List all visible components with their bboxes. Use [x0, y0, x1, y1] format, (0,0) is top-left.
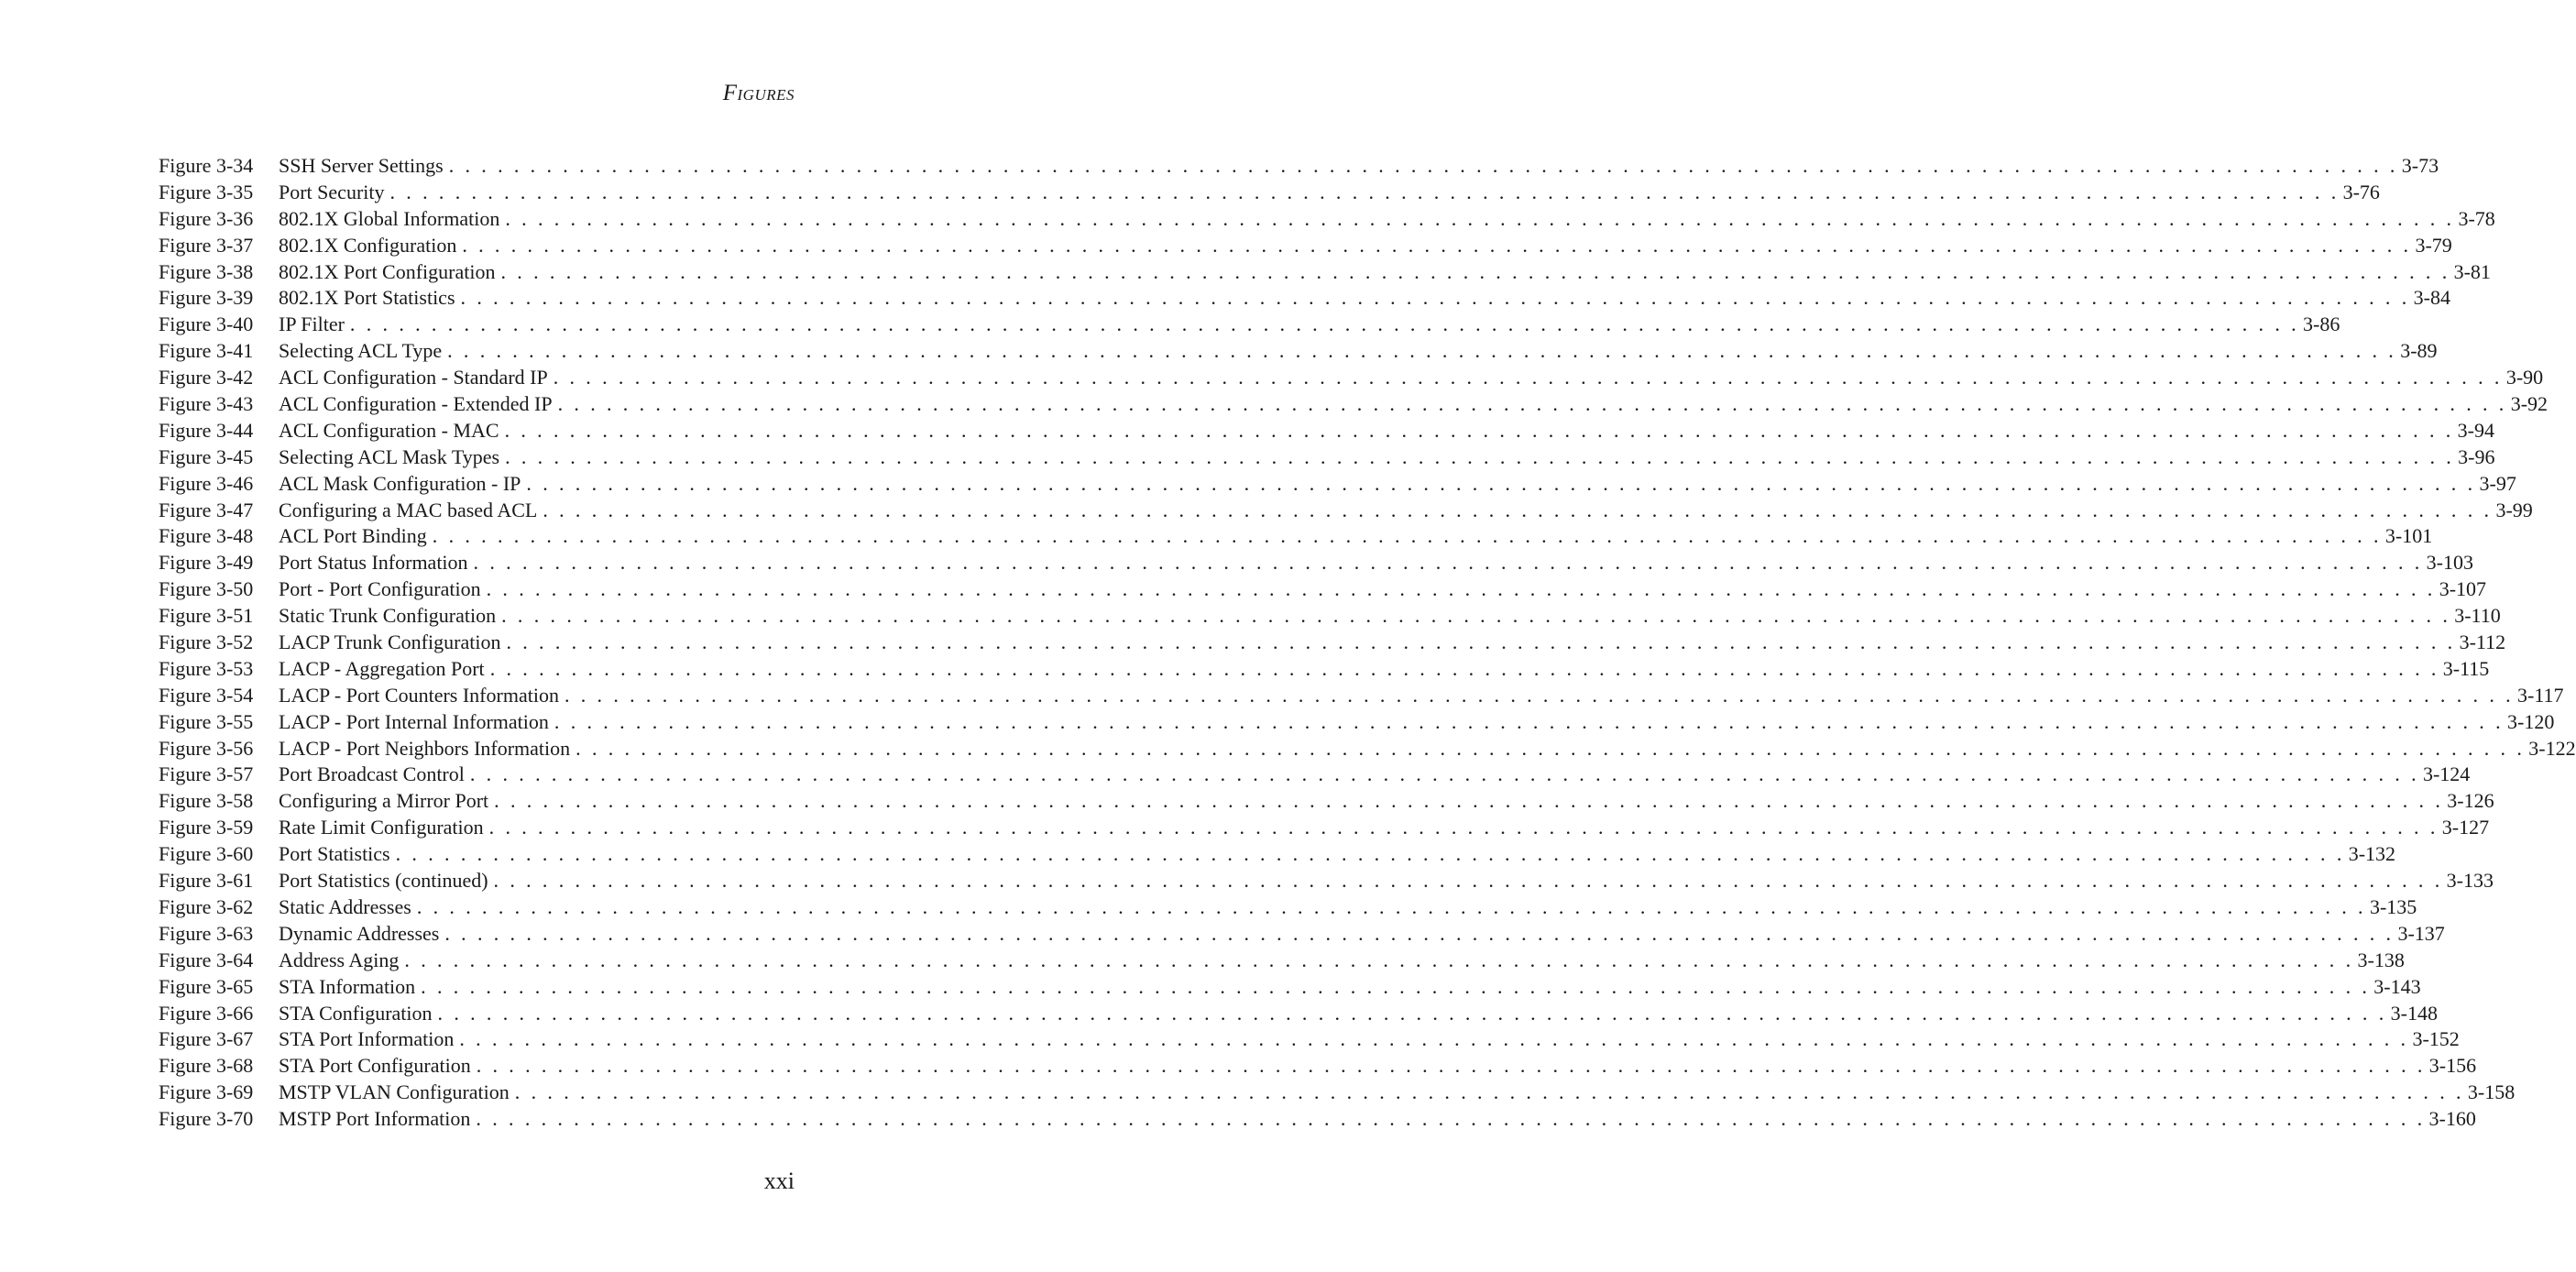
page-number: xxi [763, 1168, 795, 1194]
list-item [159, 894, 2417, 921]
list-item [159, 948, 2405, 974]
figure-page-reference: 3-90 [2505, 366, 2544, 389]
figure-title: ACL Configuration - Extended IP [279, 392, 553, 416]
figure-title: Static Addresses [279, 894, 411, 918]
list-item [159, 1080, 2516, 1106]
figure-page-reference: 3-103 [2426, 551, 2473, 575]
figure-number: Figure 3-43 [159, 392, 254, 416]
figure-page-reference: 3-92 [2510, 392, 2549, 416]
list-item [159, 1053, 2477, 1080]
list-item [159, 233, 2452, 259]
dot-leader: . . . . . . . . . . . . . . . . . . . . . . . . . . . . . . . . . . . . . . . . . . . . . . . . . . . . . . . . . . . . . . . . . . . . . . . . . . . . . . . . . . . . . . . . . . . . . . . . . . . . . . . . . . . . . . . . . . . . . . . . [404, 948, 2354, 971]
dot-leader: . . . . . . . . . . . . . . . . . . . . . . . . . . . . . . . . . . . . . . . . . . . . . . . . . . . . . . . . . . . . . . . . . . . . . . . . . . . . . . . . . . . . . . . . . . . . . . . . . . . . . . . . . . . . . . . . . . . . . . . . [553, 366, 2503, 389]
dot-leader: . . . . . . . . . . . . . . . . . . . . . . . . . . . . . . . . . . . . . . . . . . . . . . . . . . . . . . . . . . . . . . . . . . . . . . . . . . . . . . . . . . . . . . . . . . . . . . . . . . . . . . . . . . . . . . . . . . . . . . . . [505, 206, 2455, 230]
figure-number: Figure 3-69 [159, 1080, 254, 1104]
list-item [159, 312, 2340, 338]
dot-leader: . . . . . . . . . . . . . . . . . . . . . . . . . . . . . . . . . . . . . . . . . . . . . . . . . . . . . . . . . . . . . . . . . . . . . . . . . . . . . . . . . . . . . . . . . . . . . . . . . . . . . . . . . . . . . . . . . . . . . . . . [444, 921, 2395, 945]
figure-page-reference: 3-122 [2528, 736, 2576, 760]
figure-number: Figure 3-70 [159, 1107, 254, 1131]
figure-page-reference: 3-112 [2459, 631, 2506, 654]
running-header-rest: IGURES [737, 86, 795, 104]
figure-page-reference: 3-101 [2384, 524, 2433, 548]
list-item [159, 391, 2549, 418]
figure-title: ACL Port Binding [279, 524, 427, 548]
list-item [159, 841, 2396, 868]
dot-leader: . . . . . . . . . . . . . . . . . . . . . . . . . . . . . . . . . . . . . . . . . . . . . . . . . . . . . . . . . . . . . . . . . . . . . . . . . . . . . . . . . . . . . . . . . . . . . . . . . . . . . . . . . . . . . . . . . . . . . . . . [564, 683, 2515, 707]
figure-title: 802.1X Global Information [279, 206, 500, 230]
dot-leader: . . . . . . . . . . . . . . . . . . . . . . . . . . . . . . . . . . . . . . . . . . . . . . . . . . . . . . . . . . . . . . . . . . . . . . . . . . . . . . . . . . . . . . . . . . . . . . . . . . . . . . . . . . . . . . . . . . . . . . . . [526, 471, 2476, 495]
list-item [159, 1026, 2460, 1053]
list-item [159, 788, 2494, 815]
figure-number: Figure 3-34 [159, 154, 254, 177]
figure-page-reference: 3-81 [2453, 259, 2491, 283]
figure-page-reference: 3-110 [2454, 604, 2501, 628]
figure-title: Selecting ACL Type [279, 339, 443, 363]
list-item [159, 921, 2445, 948]
figure-page-reference: 3-115 [2442, 656, 2490, 680]
figure-number: Figure 3-44 [159, 418, 254, 442]
figure-title: 802.1X Port Statistics [279, 286, 455, 310]
figure-number: Figure 3-52 [159, 631, 254, 654]
dot-leader: . . . . . . . . . . . . . . . . . . . . . . . . . . . . . . . . . . . . . . . . . . . . . . . . . . . . . . . . . . . . . . . . . . . . . . . . . . . . . . . . . . . . . . . . . . . . . . . . . . . . . . . . . . . . . . . . . . . . . . . . [476, 1054, 2426, 1078]
figure-page-reference: 3-117 [2517, 683, 2564, 707]
figure-page-reference: 3-107 [2439, 577, 2487, 601]
running-header [723, 81, 795, 106]
dot-leader: . . . . . . . . . . . . . . . . . . . . . . . . . . . . . . . . . . . . . . . . . . . . . . . . . . . . . . . . . . . . . . . . . . . . . . . . . . . . . . . . . . . . . . . . . . . . . . . . . . . . . . . . . . . . . . . . . . . . . . . . [421, 974, 2371, 998]
list-of-figures [159, 153, 2576, 1133]
figure-page-reference: 3-133 [2446, 869, 2494, 893]
figure-title: Dynamic Addresses [279, 921, 440, 945]
dot-leader: . . . . . . . . . . . . . . . . . . . . . . . . . . . . . . . . . . . . . . . . . . . . . . . . . . . . . . . . . . . . . . . . . . . . . . . . . . . . . . . . . . . . . . . . . . . . . . . . . . . . . . . . . . . . . . . . . . . . . . . . [432, 524, 2382, 548]
figure-page-reference: 3-73 [2401, 154, 2439, 177]
figure-page-reference: 3-132 [2348, 842, 2396, 866]
figure-number: Figure 3-39 [159, 286, 254, 310]
list-item [159, 815, 2490, 841]
figure-number: Figure 3-63 [159, 921, 254, 945]
dot-leader: . . . . . . . . . . . . . . . . . . . . . . . . . . . . . . . . . . . . . . . . . . . . . . . . . . . . . . . . . . . . . . . . . . . . . . . . . . . . . . . . . . . . . . . . . . . . . . . . . . . . . . . . . . . . . . . . . . . . . . . . [557, 392, 2507, 416]
figure-page-reference: 3-86 [2303, 313, 2340, 336]
figure-title: STA Configuration [279, 1001, 433, 1025]
figure-title: MSTP Port Information [279, 1107, 471, 1131]
dot-leader: . . . . . . . . . . . . . . . . . . . . . . . . . . . . . . . . . . . . . . . . . . . . . . . . . . . . . . . . . . . . . . . . . . . . . . . . . . . . . . . . . . . . . . . . . . . . . . . . . . . . . . . . . . . . . . . . . . . . . . . . [500, 259, 2450, 283]
list-item [159, 1001, 2438, 1027]
list-item [159, 656, 2490, 683]
figure-title: SSH Server Settings [279, 154, 444, 177]
figure-page-reference: 3-124 [2422, 762, 2471, 786]
figure-title: LACP - Port Neighbors Information [279, 736, 571, 760]
dot-leader: . . . . . . . . . . . . . . . . . . . . . . . . . . . . . . . . . . . . . . . . . . . . . . . . . . . . . . . . . . . . . . . . . . . . . . . . . . . . . . . . . . . . . . . . . . . . . . . . . . . . . . . . . . . . . . . . . . . . . . . . [437, 1001, 2387, 1025]
figure-number: Figure 3-35 [159, 180, 254, 203]
figure-number: Figure 3-56 [159, 736, 254, 760]
figure-number: Figure 3-61 [159, 869, 254, 893]
figure-number: Figure 3-57 [159, 762, 254, 786]
list-item [159, 550, 2473, 576]
figure-title: LACP - Aggregation Port [279, 656, 485, 680]
figure-page-reference: 3-152 [2412, 1027, 2460, 1051]
dot-leader: . . . . . . . . . . . . . . . . . . . . . . . . . . . . . . . . . . . . . . . . . . . . . . . . . . . . . . . . . . . . . . . . . . . . . . . . . . . . . . . . . . . . . . . . . . . . . . . . . . . . . . . . . . . . . . . . . . . . . . . . [460, 286, 2410, 310]
dot-leader: . . . . . . . . . . . . . . . . . . . . . . . . . . . . . . . . . . . . . . . . . . . . . . . . . . . . . . . . . . . . . . . . . . . . . . . . . . . . . . . . . . . . . . . . . . . . . . . . . . . . . . . . . . . . . . . . . . . . . . . . [505, 444, 2455, 468]
figure-title: STA Information [279, 974, 416, 998]
figure-title: Rate Limit Configuration [279, 816, 484, 839]
dot-leader: . . . . . . . . . . . . . . . . . . . . . . . . . . . . . . . . . . . . . . . . . . . . . . . . . . . . . . . . . . . . . . . . . . . . . . . . . . . . . . . . . . . . . . . . . . . . . . . . . . . . . . . . . . . . . . . . . . . . . . . . [473, 551, 2423, 575]
dot-leader: . . . . . . . . . . . . . . . . . . . . . . . . . . . . . . . . . . . . . . . . . . . . . . . . . . . . . . . . . . . . . . . . . . . . . . . . . . . . . . . . . . . . . . . . . . . . . . . . . . . . . . . . . . . . . . . . . . . . . . . . [504, 418, 2454, 442]
list-item [159, 206, 2495, 233]
dot-leader: . . . . . . . . . . . . . . . . . . . . . . . . . . . . . . . . . . . . . . . . . . . . . . . . . . . . . . . . . . . . . . . . . . . . . . . . . . . . . . . . . . . . . . . . . . . . . . . . . . . . . . . . . . . . . . . . . . . . . . . . [488, 816, 2439, 839]
figure-number: Figure 3-48 [159, 524, 254, 548]
figure-title: LACP Trunk Configuration [279, 631, 501, 654]
dot-leader: . . . . . . . . . . . . . . . . . . . . . . . . . . . . . . . . . . . . . . . . . . . . . . . . . . . . . . . . . . . . . . . . . . . . . . . . . . . . . . . . . . . . . . . . . . . . . . . . . . . . . . . . . . . . . . . . . . . . . . . . [469, 762, 2419, 786]
figure-title: Port Statistics (continued) [279, 869, 488, 893]
figure-number: Figure 3-65 [159, 974, 254, 998]
figure-number: Figure 3-55 [159, 709, 254, 733]
figure-number: Figure 3-51 [159, 604, 254, 628]
list-item [159, 471, 2516, 498]
list-item [159, 736, 2576, 762]
dot-leader: . . . . . . . . . . . . . . . . . . . . . . . . . . . . . . . . . . . . . . . . . . . . . . . . . . . . . . . . . . . . . . . . . . . . . . . . . . . . . . . . . . . . . . . . . . . . . . . . . . . . . . . . . . . . . . . . . . . . . . . . [506, 631, 2456, 654]
list-item [159, 709, 2555, 736]
figure-title: ACL Mask Configuration - IP [279, 471, 521, 495]
list-item [159, 762, 2471, 788]
figure-title: ACL Configuration - MAC [279, 418, 499, 442]
figure-number: Figure 3-53 [159, 656, 254, 680]
figure-number: Figure 3-59 [159, 816, 254, 839]
dot-leader: . . . . . . . . . . . . . . . . . . . . . . . . . . . . . . . . . . . . . . . . . . . . . . . . . . . . . . . . . . . . . . . . . . . . . . . . . . . . . . . . . . . . . . . . . . . . . . . . . . . . . . . . . . . . . . . . . . . . . . . . [489, 656, 2439, 680]
figure-title: Selecting ACL Mask Types [279, 444, 500, 468]
list-item [159, 603, 2501, 630]
list-item [159, 418, 2494, 444]
figure-page-reference: 3-126 [2447, 789, 2494, 813]
figure-number: Figure 3-38 [159, 259, 254, 283]
dot-leader: . . . . . . . . . . . . . . . . . . . . . . . . . . . . . . . . . . . . . . . . . . . . . . . . . . . . . . . . . . . . . . . . . . . . . . . . . . . . . . . . . . . . . . . . . . . . . . . . . . . . . . . . . . . . . . . . . . . . . . . . [494, 789, 2444, 813]
figure-page-reference: 3-76 [2342, 180, 2380, 203]
dot-leader: . . . . . . . . . . . . . . . . . . . . . . . . . . . . . . . . . . . . . . . . . . . . . . . . . . . . . . . . . . . . . . . . . . . . . . . . . . . . . . . . . . . . . . . . . . . . . . . . . . . . . . . . . . . . . . . . . . . . . . . . [448, 154, 2398, 177]
list-item [159, 974, 2421, 1001]
figure-number: Figure 3-66 [159, 1001, 254, 1025]
figure-title: STA Port Information [279, 1027, 455, 1051]
list-item [159, 868, 2494, 894]
dot-leader: . . . . . . . . . . . . . . . . . . . . . . . . . . . . . . . . . . . . . . . . . . . . . . . . . . . . . . . . . . . . . . . . . . . . . . . . . . . . . . . . . . . . . . . . . . . . . . . . . . . . . . . . . . . . . . . . . . . . . . . . [476, 1107, 2426, 1131]
dot-leader: . . . . . . . . . . . . . . . . . . . . . . . . . . . . . . . . . . . . . . . . . . . . . . . . . . . . . . . . . . . . . . . . . . . . . . . . . . . . . . . . . . . . . . . . . . . . . . . . . . . . . . . . . . . . . . . . . . . . . . . . [514, 1080, 2464, 1104]
dot-leader: . . . . . . . . . . . . . . . . . . . . . . . . . . . . . . . . . . . . . . . . . . . . . . . . . . . . . . . . . . . . . . . . . . . . . . . . . . . . . . . . . . . . . . . . . . . . . . . . . . . . . . . . . . . . . . . . . . . . . . . . [395, 842, 2345, 866]
figure-page-reference: 3-160 [2428, 1107, 2476, 1131]
figure-title: LACP - Port Internal Information [279, 709, 549, 733]
figure-page-reference: 3-96 [2458, 444, 2495, 468]
list-item [159, 498, 2533, 524]
list-item [159, 285, 2450, 312]
figure-page-reference: 3-94 [2457, 418, 2494, 442]
list-item [159, 576, 2487, 603]
figure-page-reference: 3-78 [2458, 206, 2495, 230]
running-header-initial: F [722, 81, 738, 105]
dot-leader: . . . . . . . . . . . . . . . . . . . . . . . . . . . . . . . . . . . . . . . . . . . . . . . . . . . . . . . . . . . . . . . . . . . . . . . . . . . . . . . . . . . . . . . . . . . . . . . . . . . . . . . . . . . . . . . . . . . . . . . . [493, 869, 2443, 893]
figure-page-reference: 3-156 [2428, 1054, 2477, 1078]
list-item [159, 444, 2495, 471]
list-item [159, 180, 2380, 206]
dot-leader: . . . . . . . . . . . . . . . . . . . . . . . . . . . . . . . . . . . . . . . . . . . . . . . . . . . . . . . . . . . . . . . . . . . . . . . . . . . . . . . . . . . . . . . . . . . . . . . . . . . . . . . . . . . . . . . . . . . . . . . . [543, 498, 2493, 521]
figure-page-reference: 3-148 [2390, 1001, 2438, 1025]
figure-title: 802.1X Configuration [279, 233, 457, 257]
figure-title: Port Security [279, 180, 385, 203]
figure-title: Address Aging [279, 948, 400, 971]
figure-title: Port Status Information [279, 551, 468, 575]
figure-page-reference: 3-120 [2507, 709, 2555, 733]
figure-number: Figure 3-37 [159, 233, 254, 257]
figure-title: Port Statistics [279, 842, 390, 866]
dot-leader: . . . . . . . . . . . . . . . . . . . . . . . . . . . . . . . . . . . . . . . . . . . . . . . . . . . . . . . . . . . . . . . . . . . . . . . . . . . . . . . . . . . . . . . . . . . . . . . . . . . . . . . . . . . . . . . . . . . . . . . . [575, 736, 2526, 760]
figure-number: Figure 3-40 [159, 313, 254, 336]
figure-page-reference: 3-97 [2479, 471, 2516, 495]
list-item [159, 365, 2544, 391]
dot-leader: . . . . . . . . . . . . . . . . . . . . . . . . . . . . . . . . . . . . . . . . . . . . . . . . . . . . . . . . . . . . . . . . . . . . . . . . . . . . . . . . . . . . . . . . . . . . . . . . . . . . . . . . . . . . . . . . . . . . . . . . [462, 233, 2412, 257]
figure-title: MSTP VLAN Configuration [279, 1080, 510, 1104]
figure-title: Port Broadcast Control [279, 762, 465, 786]
figure-number: Figure 3-54 [159, 683, 254, 707]
dot-leader: . . . . . . . . . . . . . . . . . . . . . . . . . . . . . . . . . . . . . . . . . . . . . . . . . . . . . . . . . . . . . . . . . . . . . . . . . . . . . . . . . . . . . . . . . . . . . . . . . . . . . . . . . . . . . . . . . . . . . . . . [459, 1027, 2409, 1051]
figure-title: LACP - Port Counters Information [279, 683, 559, 707]
figure-number: Figure 3-47 [159, 498, 254, 521]
figure-number: Figure 3-62 [159, 894, 254, 918]
list-item [159, 523, 2433, 550]
figure-title: Configuring a MAC based ACL [279, 498, 538, 521]
figure-title: IP Filter [279, 313, 345, 336]
figure-title: STA Port Configuration [279, 1054, 471, 1078]
figure-page-reference: 3-143 [2373, 974, 2421, 998]
figure-number: Figure 3-58 [159, 789, 254, 813]
list-item [159, 630, 2506, 656]
figure-number: Figure 3-36 [159, 206, 254, 230]
figure-number: Figure 3-50 [159, 577, 254, 601]
figure-number: Figure 3-60 [159, 842, 254, 866]
figure-page-reference: 3-137 [2397, 921, 2445, 945]
dot-leader: . . . . . . . . . . . . . . . . . . . . . . . . . . . . . . . . . . . . . . . . . . . . . . . . . . . . . . . . . . . . . . . . . . . . . . . . . . . . . . . . . . . . . . . . . . . . . . . . . . . . . . . . . . . . . . . . . . . . . . . . [447, 339, 2397, 363]
figure-page-reference: 3-138 [2357, 948, 2405, 971]
list-item [159, 153, 2439, 180]
figure-number: Figure 3-64 [159, 948, 254, 971]
figure-page-reference: 3-158 [2467, 1080, 2516, 1104]
figure-title: 802.1X Port Configuration [279, 259, 496, 283]
list-item [159, 338, 2438, 365]
figure-title: ACL Configuration - Standard IP [279, 366, 548, 389]
figure-page-reference: 3-135 [2369, 894, 2417, 918]
figure-title: Port - Port Configuration [279, 577, 481, 601]
dot-leader: . . . . . . . . . . . . . . . . . . . . . . . . . . . . . . . . . . . . . . . . . . . . . . . . . . . . . . . . . . . . . . . . . . . . . . . . . . . . . . . . . . . . . . . . . . . . . . . . . . . . . . . . . . . . . . . . . . . . . . . . [486, 577, 2436, 601]
dot-leader: . . . . . . . . . . . . . . . . . . . . . . . . . . . . . . . . . . . . . . . . . . . . . . . . . . . . . . . . . . . . . . . . . . . . . . . . . . . . . . . . . . . . . . . . . . . . . . . . . . . . . . . . . . . . . . . . . . . . . . . . [416, 894, 2366, 918]
figure-page-reference: 3-89 [2400, 339, 2438, 363]
dot-leader: . . . . . . . . . . . . . . . . . . . . . . . . . . . . . . . . . . . . . . . . . . . . . . . . . . . . . . . . . . . . . . . . . . . . . . . . . . . . . . . . . . . . . . . . . . . . . . . . . . . . . . . . . . . . . . . . . . . . . . . . [349, 313, 2300, 336]
figure-number: Figure 3-46 [159, 471, 254, 495]
figure-page-reference: 3-79 [2415, 233, 2452, 257]
figure-title: Static Trunk Configuration [279, 604, 497, 628]
figure-number: Figure 3-45 [159, 444, 254, 468]
figure-number: Figure 3-67 [159, 1027, 254, 1051]
list-item [159, 683, 2564, 709]
figure-number: Figure 3-68 [159, 1054, 254, 1078]
list-item [159, 259, 2491, 286]
list-item [159, 1106, 2476, 1133]
figure-page-reference: 3-99 [2495, 498, 2533, 521]
figure-number: Figure 3-49 [159, 551, 254, 575]
figure-title: Configuring a Mirror Port [279, 789, 489, 813]
figure-number: Figure 3-41 [159, 339, 254, 363]
dot-leader: . . . . . . . . . . . . . . . . . . . . . . . . . . . . . . . . . . . . . . . . . . . . . . . . . . . . . . . . . . . . . . . . . . . . . . . . . . . . . . . . . . . . . . . . . . . . . . . . . . . . . . . . . . . . . . . . . . . . . . . . [501, 604, 2451, 628]
dot-leader: . . . . . . . . . . . . . . . . . . . . . . . . . . . . . . . . . . . . . . . . . . . . . . . . . . . . . . . . . . . . . . . . . . . . . . . . . . . . . . . . . . . . . . . . . . . . . . . . . . . . . . . . . . . . . . . . . . . . . . . . [389, 180, 2340, 203]
figure-page-reference: 3-127 [2441, 816, 2490, 839]
figure-number: Figure 3-42 [159, 366, 254, 389]
figure-page-reference: 3-84 [2413, 286, 2450, 310]
dot-leader: . . . . . . . . . . . . . . . . . . . . . . . . . . . . . . . . . . . . . . . . . . . . . . . . . . . . . . . . . . . . . . . . . . . . . . . . . . . . . . . . . . . . . . . . . . . . . . . . . . . . . . . . . . . . . . . . . . . . . . . . [554, 709, 2505, 733]
